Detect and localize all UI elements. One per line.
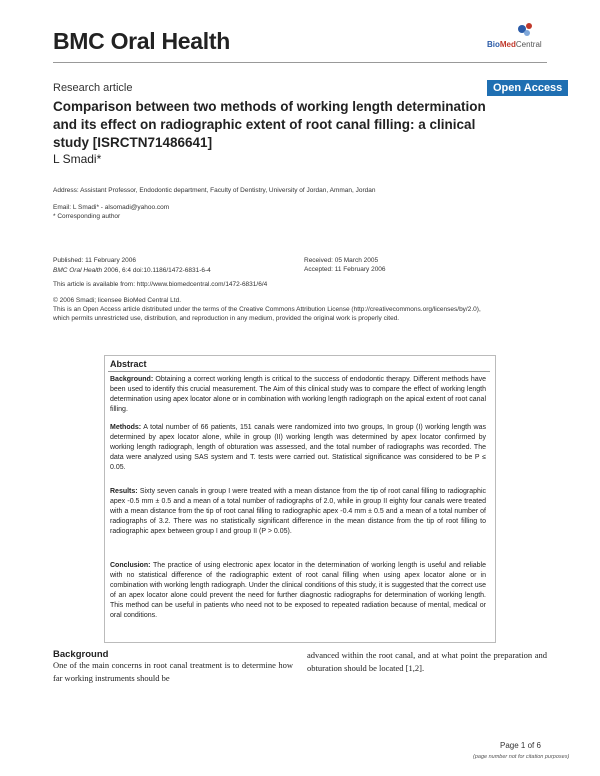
received-date: Received: 05 March 2005: [304, 257, 379, 264]
biomed-central-logo: [487, 20, 547, 56]
logo-circles-icon: [518, 23, 532, 36]
author-address: Address: Assistant Professor, Endodontic department, Faculty of Dentistry, University of Jordan, Amman, Jordan: [53, 187, 376, 194]
page-number: Page 1 of 6: [500, 741, 541, 750]
citation: BMC Oral Health 2006, 6:4 doi:10.1186/1472-6831-6-4: [53, 267, 211, 274]
author-email[interactable]: Email: L Smadi* - alsomadi@yahoo.com: [53, 204, 170, 211]
journal-title: BMC Oral Health: [53, 28, 230, 54]
abstract-methods: Methods: A total number of 66 patients, 151 canals were randomized into two groups, In group (I) working length was determined by apex locator alone, while in group (II) working length was determined by apex locator confirmed by working length radiograph, length of obturation was assessed, and the total number of radiographs was recorded. The data were analyzed using SAS system and T. tests were carried out. Statistical significance was considered to be P ≤ 0.05.: [110, 424, 486, 471]
copyright: © 2006 Smadi; licensee BioMed Central Ltd.: [53, 297, 181, 304]
page-number-note: (page number not for citation purposes): [473, 754, 570, 760]
accepted-date: Accepted: 11 February 2006: [304, 266, 386, 273]
article-type: Research article: [53, 82, 133, 94]
abstract-heading: Abstract: [110, 359, 147, 369]
body-column-right: advanced within the root canal, and at what point the preparation and obturation should be located [1,2].: [307, 650, 547, 673]
open-access-badge: Open Access: [487, 80, 568, 96]
article-url[interactable]: This article is available from: http://www.biomedcentral.com/1472-6831/6/4: [53, 281, 268, 288]
background-heading: Background: [53, 649, 109, 660]
published-date: Published: 11 February 2006: [53, 257, 136, 264]
abstract-conclusion: Conclusion: The practice of using electronic apex locator in the determination of working length is useful and reliable with no statistical difference of the radiographic extent of root canal filling when using apex locator alone or in combination with working length radiograph. Under the clinical conditions of this study, it is suggested that the correct use of an apex locator alone could prevent the need for further diagnostic radiographs for determination of working length. This method can be useful in patients who need not to be exposed to repeated radiation because of mental, medical or oral conditions.: [110, 562, 486, 619]
header-divider: [53, 62, 547, 63]
abstract-results: Results: Sixty seven canals in group I were treated with a mean distance from the tip of root canal filling to radiographic apex -0.5 mm ± 0.5 and a mean of a total number of radiographs of 2.0, while in group II eighty four canals were treated with a mean distance from the tip of root canal filling to radiographic apex -0.4 mm ± 0.5 and a mean of a total number of radiographs of 3.2. There was no statistically significant difference in the mean distance from the tip of root filling to radiographic apex between group I and group II (P > 0.05).: [110, 488, 486, 535]
body-column-left: One of the main concerns in root canal treatment is to determine how far working instruments should be: [53, 660, 293, 683]
author-name: L Smadi*: [53, 152, 102, 166]
abstract-divider: [108, 371, 490, 372]
corresponding-note: * Corresponding author: [53, 213, 121, 220]
abstract-background: Background: Obtaining a correct working length is critical to the success of endodontic therapy. Different methods have been used to identify this crucial measurement. The Aim of this clinical study was to compare the effect of working length determination using apex locator alone or in combination with working length radiograph on the apical extent of root canal filling.: [110, 376, 486, 413]
article-title: Comparison between two methods of working length determination and its effect on radiographic extent of root canal filling: a clinical study [ISRCTN71486641]: [53, 99, 486, 150]
license-line-1: This is an Open Access article distributed under the terms of the Creative Commons Attribution License (http://creativecommons.org/licenses/by/2.0),: [53, 306, 481, 313]
logo-wordmark: BioMedCentral: [487, 40, 542, 49]
license-line-2: which permits unrestricted use, distribution, and reproduction in any medium, provided the original work is properly cited.: [53, 315, 400, 322]
